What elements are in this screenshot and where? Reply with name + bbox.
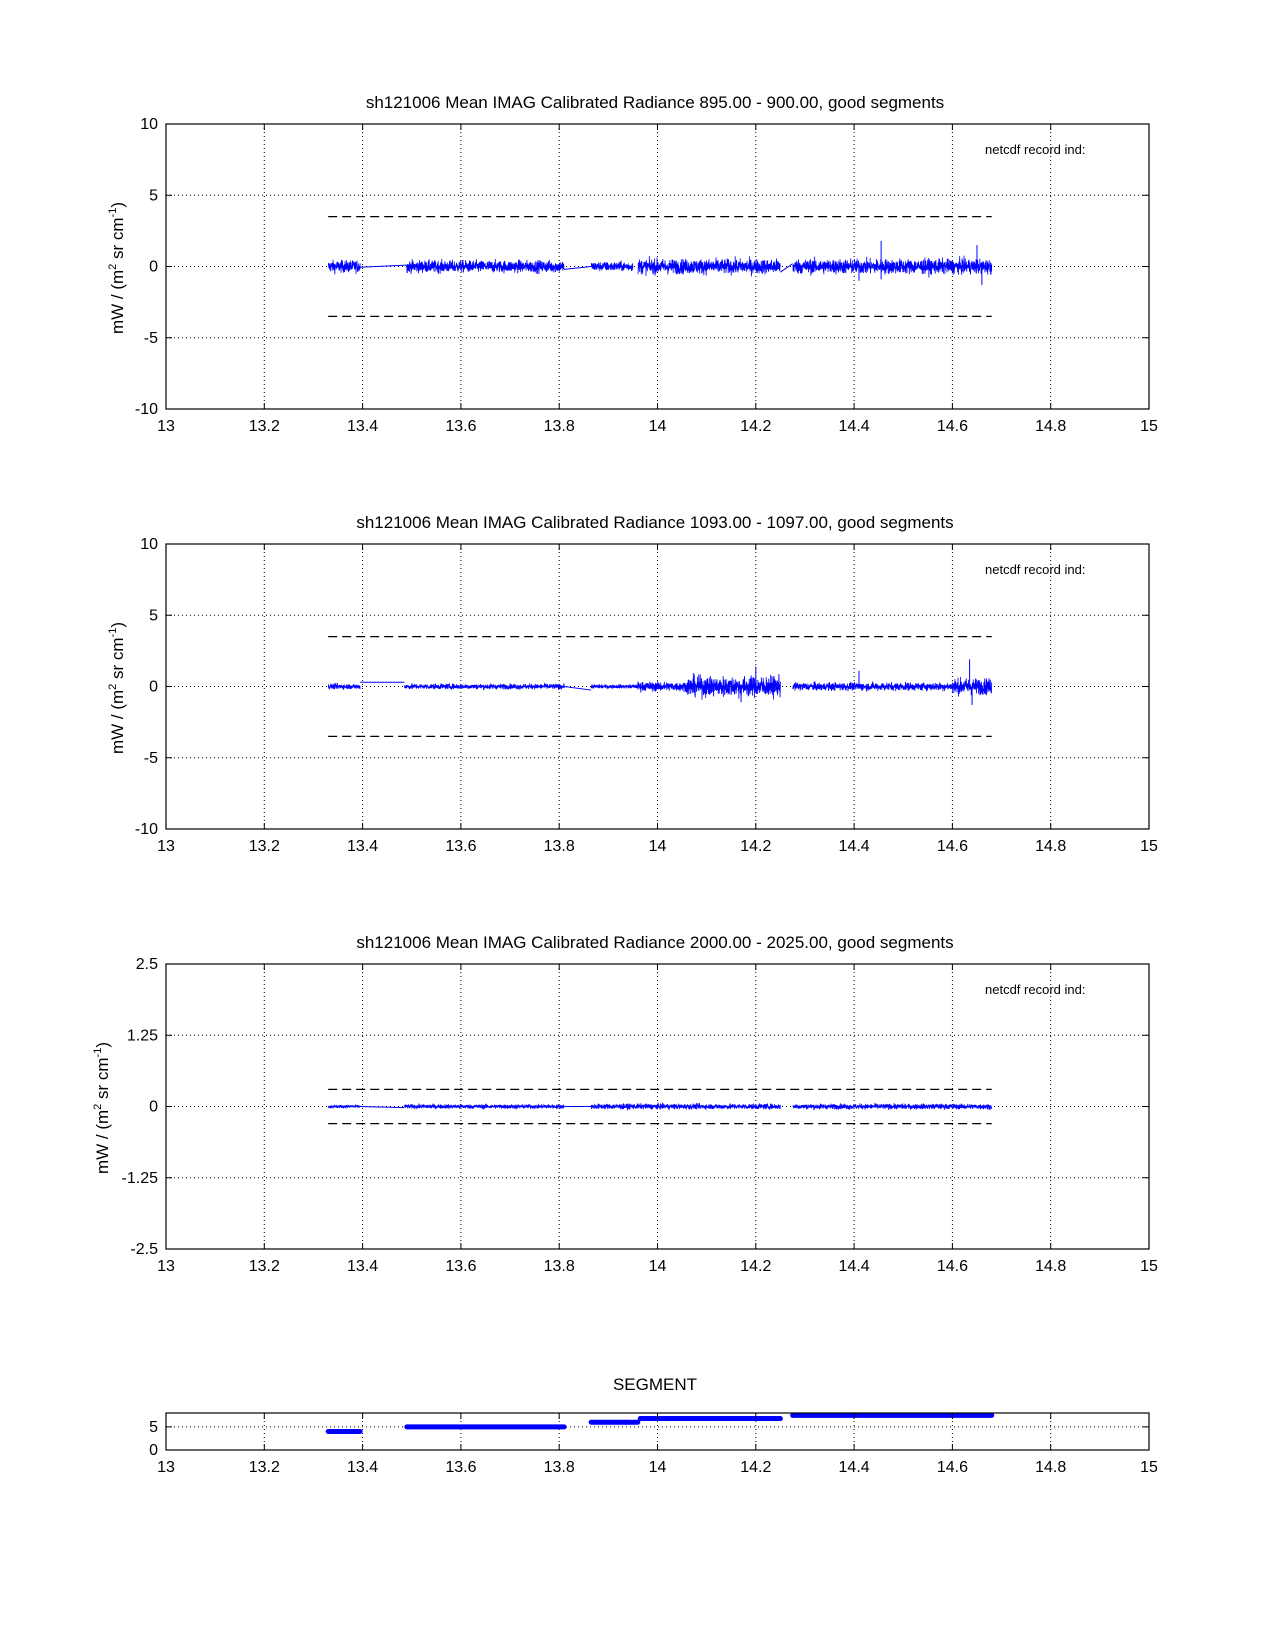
panel-3-title: sh121006 Mean IMAG Calibrated Radiance 2000.00 - 2025.00, good segments [356, 933, 954, 952]
x-tick-label: 14.6 [936, 1459, 968, 1476]
panel-2-ylabel: mW / ($m^2$ sr $cm^{-1}$) [107, 621, 127, 755]
x-tick-label: 14.6 [936, 838, 968, 855]
y-tick-label: -10 [134, 401, 158, 418]
x-tick-label: 13.4 [347, 838, 379, 855]
x-tick-label: 15 [1140, 1459, 1158, 1476]
panel-2-note: netcdf record ind: [985, 562, 1086, 577]
x-tick-label: 13.6 [445, 1459, 477, 1476]
x-tick-label: 14.2 [740, 418, 772, 435]
x-tick-label: 13.2 [248, 1258, 280, 1275]
panel-2-title: sh121006 Mean IMAG Calibrated Radiance 1093.00 - 1097.00, good segments [356, 513, 954, 532]
y-tick-label: 5 [149, 187, 158, 205]
x-tick-label: 14.2 [740, 1459, 772, 1476]
x-tick-label: 14.2 [740, 1258, 772, 1275]
y-tick-label: 1.25 [126, 1027, 158, 1045]
y-tick-label: 5 [149, 607, 158, 625]
x-tick-label: 14.6 [936, 1258, 968, 1275]
panel-3-ylabel: mW / ($m^2$ sr $cm^{-1}$) [92, 1041, 112, 1175]
x-tick-label: 13 [157, 418, 175, 435]
x-tick-label: 13.2 [248, 838, 280, 855]
x-tick-label: 14 [648, 1258, 667, 1275]
x-tick-label: 13 [157, 1258, 175, 1275]
x-tick-label: 14.4 [838, 1258, 870, 1275]
y-tick-label: -5 [143, 749, 158, 767]
x-tick-label: 14.8 [1035, 1258, 1067, 1275]
x-tick-label: 14.6 [936, 418, 968, 435]
panel-3-note: netcdf record ind: [985, 982, 1086, 997]
x-tick-label: 13.8 [543, 1258, 575, 1275]
x-tick-label: 13.8 [543, 838, 575, 855]
y-tick-label: 2.5 [135, 956, 158, 973]
x-tick-label: 13.4 [347, 1258, 379, 1275]
x-tick-label: 14.8 [1035, 838, 1067, 855]
x-tick-label: 14 [648, 1459, 667, 1476]
panel-1-ylabel: mW / ($m^2$ sr $cm^{-1}$) [107, 201, 127, 335]
y-tick-label: 10 [140, 536, 158, 553]
y-tick-label: 5 [149, 1418, 158, 1436]
y-tick-label: -5 [143, 329, 158, 347]
x-tick-label: 13.6 [445, 418, 477, 435]
panel-1-note: netcdf record ind: [985, 142, 1086, 157]
x-tick-label: 13.2 [248, 418, 280, 435]
panel-4-title: SEGMENT [612, 1375, 698, 1394]
x-tick-label: 14 [648, 838, 667, 855]
x-tick-label: 13.2 [248, 1459, 280, 1476]
y-tick-label: 10 [140, 116, 158, 133]
y-tick-label: -2.5 [130, 1241, 158, 1258]
x-tick-label: 14.4 [838, 418, 870, 435]
y-tick-label: 0 [149, 258, 158, 276]
y-tick-label: 0 [149, 1098, 158, 1116]
y-tick-label: -10 [134, 821, 158, 838]
x-tick-label: 14.4 [838, 838, 870, 855]
x-tick-label: 13.6 [445, 1258, 477, 1275]
x-tick-label: 15 [1140, 418, 1158, 435]
y-tick-label: 0 [149, 1442, 158, 1459]
x-tick-label: 13 [157, 1459, 175, 1476]
x-tick-label: 14.2 [740, 838, 772, 855]
x-tick-label: 13.4 [347, 1459, 379, 1476]
x-tick-label: 14.8 [1035, 418, 1067, 435]
x-tick-label: 15 [1140, 838, 1158, 855]
x-tick-label: 14.8 [1035, 1459, 1067, 1476]
x-tick-label: 14 [648, 418, 667, 435]
x-tick-label: 13.6 [445, 838, 477, 855]
x-tick-label: 15 [1140, 1258, 1158, 1275]
x-tick-label: 13 [157, 838, 175, 855]
y-tick-label: -1.25 [121, 1169, 158, 1187]
y-tick-label: 0 [149, 678, 158, 696]
x-tick-label: 13.8 [543, 1459, 575, 1476]
x-tick-label: 14.4 [838, 1459, 870, 1476]
panel-1-title: sh121006 Mean IMAG Calibrated Radiance 895.00 - 900.00, good segments [365, 93, 945, 112]
x-tick-label: 13.8 [543, 418, 575, 435]
x-tick-label: 13.4 [347, 418, 379, 435]
